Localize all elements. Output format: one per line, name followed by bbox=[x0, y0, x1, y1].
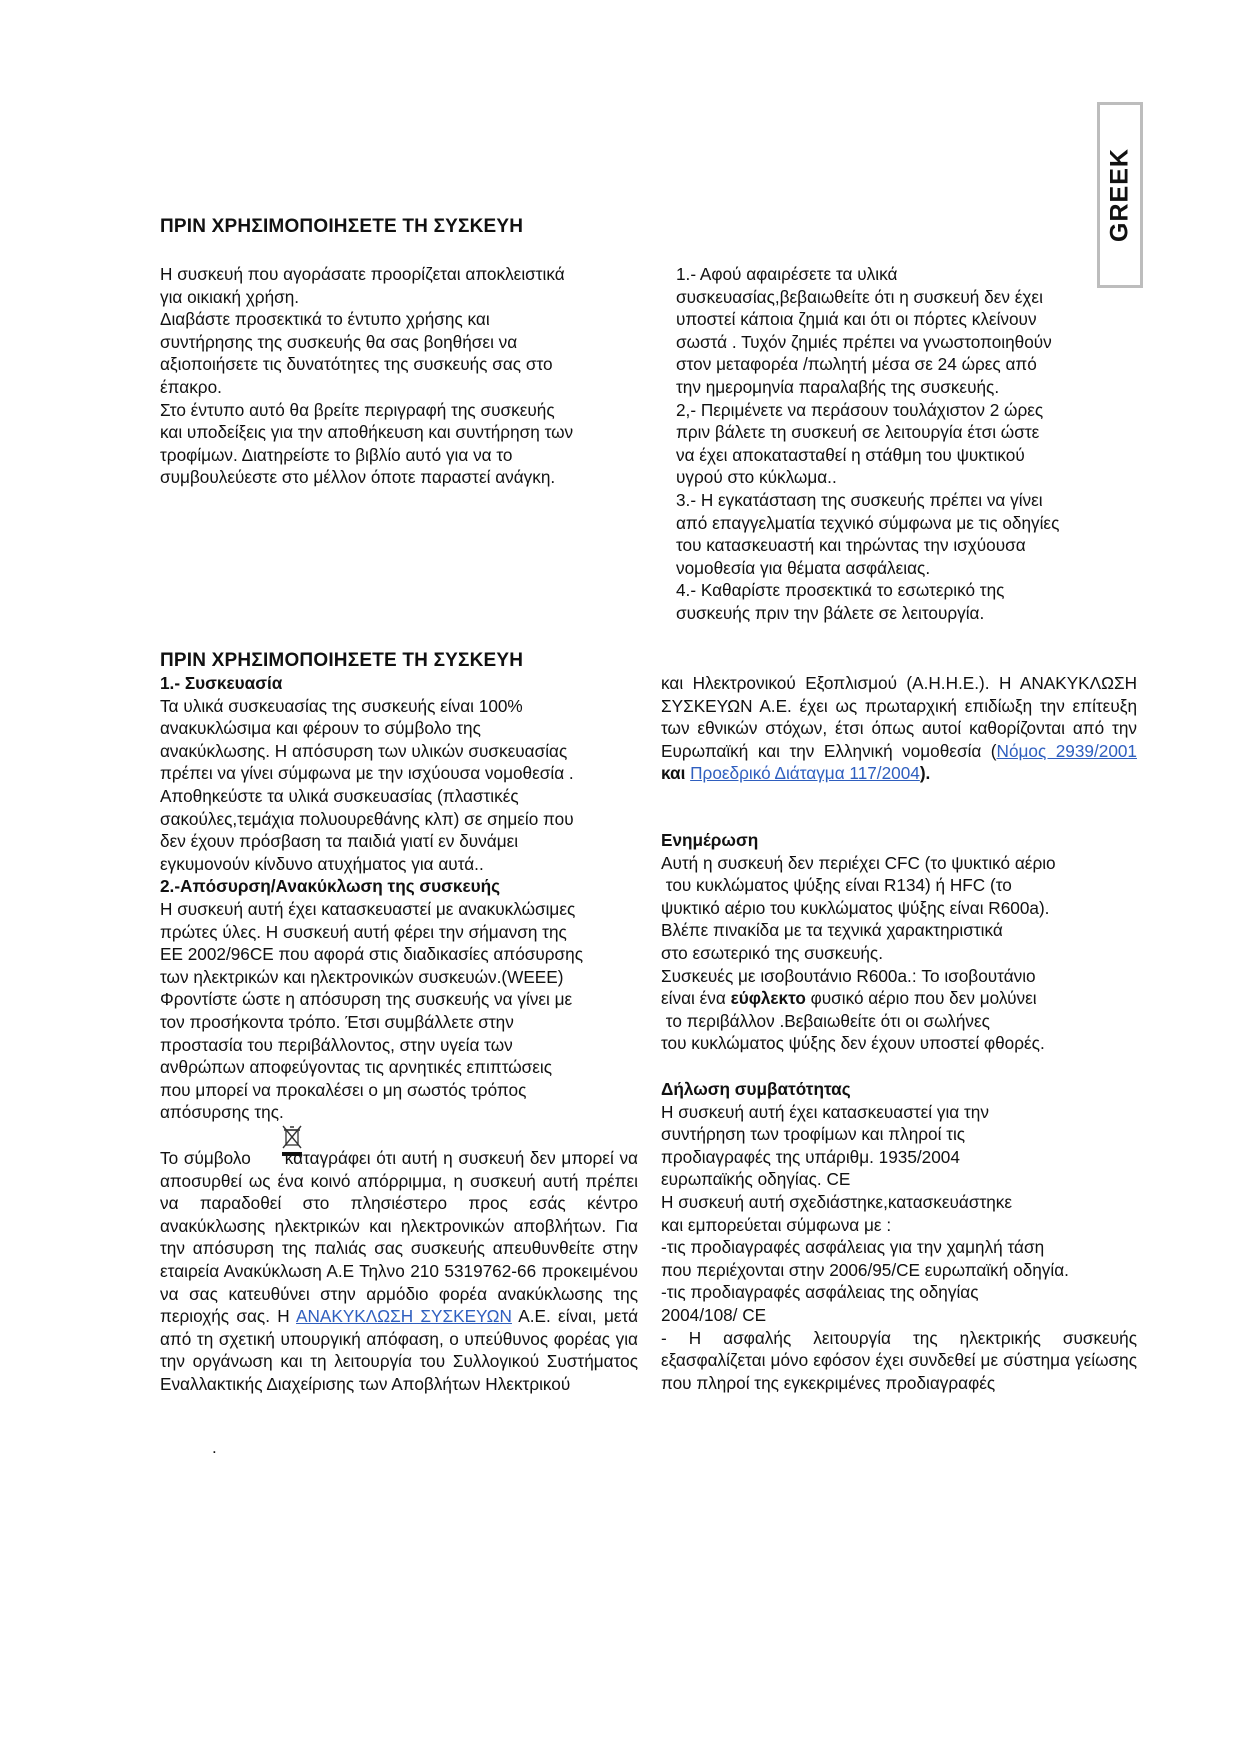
trailing-dot: . bbox=[212, 1438, 217, 1457]
text-line: του κυκλώματος ψύξης δεν έχουν υποστεί φθορές. bbox=[661, 1033, 1045, 1054]
text-line: Αποθηκεύστε τα υλικά συσκευασίας (πλαστικές bbox=[160, 785, 519, 806]
text-fragment: εύφλεκτο bbox=[730, 988, 806, 1009]
decree-link[interactable]: Προεδρικό Διάταγμα 117/2004 bbox=[690, 763, 920, 784]
weee-paragraph bbox=[160, 1147, 638, 1396]
text-line: συντήρηση των τροφίμων και πληροί τις bbox=[661, 1124, 966, 1145]
text-line: -τις προδιαγραφές ασφάλειας για την χαμηλή τάση bbox=[661, 1237, 1045, 1258]
text-line: από επαγγελματία τεχνικό σύμφωνα με τις οδηγίες bbox=[676, 512, 1060, 533]
text-line: συντήρησης της συσκευής θα σας βοηθήσει να bbox=[160, 331, 518, 352]
text-line: συσκευασίας,βεβαιωθείτε ότι η συσκευή δεν έχει bbox=[676, 286, 1043, 307]
text-line: να έχει αποκατασταθεί η στάθμη του ψυκτικού bbox=[676, 444, 1025, 465]
text-fragment: φυσικό αέριο που δεν μολύνει bbox=[805, 988, 1037, 1009]
text-line: προστασία του περιβάλλοντος, στην υγεία των bbox=[160, 1034, 513, 1055]
text-line: Η συσκευή αυτή έχει κατασκευαστεί για την bbox=[661, 1101, 989, 1122]
text-line: σακούλες,τεμάχια πολυουρεθάνης κλπ) σε σημείο που bbox=[160, 808, 574, 829]
recycling-company-link[interactable]: ΑΝΑΚΥΚΛΩΣΗ ΣΥΣΚΕΥΩΝ bbox=[296, 1306, 512, 1327]
text-line: δεν έχουν πρόσβαση τα παιδιά γιατί εν δυνάμει bbox=[160, 831, 519, 852]
language-tab-label: GREEK bbox=[1105, 148, 1134, 242]
text-line: πριν βάλετε τη συσκευή σε λειτουργία έτσι ώστε bbox=[676, 422, 1040, 443]
section1-left-text bbox=[160, 263, 660, 489]
text-line: συμβουλεύεστε στο μέλλον όποτε παραστεί ανάγκη. bbox=[160, 467, 556, 488]
text-line: έπακρο. bbox=[160, 376, 222, 397]
text-line: για οικιακή χρήση. bbox=[160, 286, 300, 307]
legislation-paragraph bbox=[661, 672, 1137, 785]
language-tab bbox=[1097, 102, 1143, 288]
text-line: Διαβάστε προσεκτικά το έντυπο χρήσης και bbox=[160, 309, 490, 330]
subheading-packaging: 1.- Συσκευασία bbox=[160, 673, 283, 693]
text-line: ευρωπαϊκής οδηγίας. CE bbox=[661, 1169, 851, 1190]
section2-title: ΠΡΙΝ ΧΡΗΣΙΜΟΠΟΙΗΣΕΤΕ ΤΗ ΣΥΣΚΕΥΗ bbox=[160, 650, 524, 671]
text-line: - Η ασφαλής λειτουργία της ηλεκτρικής συσκευής εξασφαλίζεται μόνο εφόσον έχει συνδεθεί με σύστημα γείωσης που πληροί της εγκεκριμένες προδιαγραφές bbox=[661, 1327, 1137, 1393]
text-fragment: και Ηλεκτρονικού Εξοπλισμού (Α.Η.Η.Ε.). Η ΑΝΑΚΥΚΛΩΣΗ ΣΥΣΚΕΥΩΝ Α.Ε. έχει ως πρωταρχική επιδίωξη την επίτευξη των εθνικών στόχων, έτσι όπως αυτοί καθορίζονται από την Ευρωπαϊκή και την Ελληνική νομοθεσία ( bbox=[661, 673, 1137, 761]
text-fragment: και bbox=[661, 763, 686, 784]
text-line: και εμπορεύεται σύμφωνα με : bbox=[661, 1214, 892, 1235]
text-fragment: ). bbox=[919, 763, 931, 784]
subheading-info: Ενημέρωση bbox=[661, 830, 759, 850]
section1-right-text bbox=[676, 263, 1146, 625]
declaration-section bbox=[661, 1078, 1137, 1394]
text-line: υποστεί κάποια ζημιά και ότι οι πόρτες κλείνουν bbox=[676, 309, 1037, 330]
text-line: 2,- Περιμένετε να περάσουν τουλάχιστον 2 ώρες bbox=[676, 399, 1044, 420]
text-line bbox=[661, 987, 1137, 1010]
subheading-recycling: 2.-Απόσυρση/Ανακύκλωση της συσκευής bbox=[160, 876, 501, 897]
text-line: αξιοποιήσετε τις δυνατότητες της συσκευής σας στο bbox=[160, 354, 553, 375]
text-line: Στο έντυπο αυτό θα βρείτε περιγραφή της συσκευής bbox=[160, 399, 555, 420]
text-line: συσκευής πριν την βάλετε σε λειτουργία. bbox=[676, 602, 985, 623]
info-section bbox=[661, 829, 1137, 1055]
text-line: Συσκευές με ισοβουτάνιο R600a.: Το ισοβουτάνιο bbox=[661, 965, 1036, 986]
text-line: που μπορεί να προκαλέσει ο μη σωστός τρόπος bbox=[160, 1079, 527, 1100]
text-line: Φροντίστε ώστε η απόσυρση της συσκευής να γίνει με bbox=[160, 989, 573, 1010]
section1-title: ΠΡΙΝ ΧΡΗΣΙΜΟΠΟΙΗΣΕΤΕ ΤΗ ΣΥΣΚΕΥΗ bbox=[160, 216, 524, 237]
text-line: 4.- Καθαρίστε προσεκτικά το εσωτερικό της bbox=[676, 580, 1005, 601]
text-line: του κυκλώματος ψύξης είναι R134) ή HFC (το bbox=[661, 875, 1012, 896]
text-line: ανακύκλωσης. Η απόσυρση των υλικών συσκευασίας bbox=[160, 740, 568, 761]
text-line: Η συσκευή που αγοράσατε προορίζεται αποκλειστικά bbox=[160, 264, 565, 284]
text-line: σωστά . Τυχόν ζημιές πρέπει να γνωστοποιηθούν bbox=[676, 331, 1052, 352]
text-line: τροφίμων. Διατηρείστε το βιβλίο αυτό για να το bbox=[160, 444, 513, 465]
text-line: Τα υλικά συσκευασίας της συσκευής είναι 100% bbox=[160, 695, 523, 716]
text-line: των ηλεκτρικών και ηλεκτρονικών συσκευών.(WEEE) bbox=[160, 966, 564, 987]
section2-left-text bbox=[160, 672, 650, 1124]
text-line: 2004/108/ CE bbox=[661, 1304, 767, 1325]
text-fragment: Το σύμβολο bbox=[160, 1148, 251, 1168]
text-line: -τις προδιαγραφές ασφάλειας της οδηγίας bbox=[661, 1282, 979, 1303]
text-line: τον προσήκοντα τρόπο. Έτσι συμβάλλετε στην bbox=[160, 1011, 514, 1032]
text-line: ψυκτικό αέριο του κυκλώματος ψύξης είναι R600a). bbox=[661, 897, 1050, 918]
text-line: Αυτή η συσκευή δεν περιέχει CFC (το ψυκτικό αέριο bbox=[661, 852, 1056, 873]
text-line: 1.- Αφού αφαιρέσετε τα υλικά bbox=[676, 264, 898, 284]
text-line: υγρού στο κύκλωμα.. bbox=[676, 467, 837, 488]
law-link[interactable]: Νόμος 2939/2001 bbox=[996, 740, 1137, 761]
text-line: ΕΕ 2002/96CE που αφορά στις διαδικασίες απόσυρσης bbox=[160, 944, 583, 965]
text-line: το περιβάλλον .Βεβαιωθείτε ότι οι σωλήνες bbox=[661, 1010, 990, 1031]
text-fragment: είναι ένα bbox=[661, 988, 731, 1009]
text-line: εγκυμονούν κίνδυνο ατυχήματος για αυτά.. bbox=[160, 853, 484, 874]
text-line: νομοθεσία για θέματα ασφάλειας. bbox=[676, 557, 931, 578]
text-line: του κατασκευαστή και τηρώντας την ισχύουσα bbox=[676, 535, 1026, 556]
text-line: 3.- Η εγκατάσταση της συσκευής πρέπει να γίνει bbox=[676, 489, 1043, 510]
text-line: στον μεταφορέα /πωλητή μέσα σε 24 ώρες από bbox=[676, 354, 1037, 375]
text-fragment: Α.Ε. είναι, μετά από τη σχετική υπουργική απόφαση, ο υπεύθυνος φορέας για την οργάνωση και τη λειτουργία του Συλλογικού Συστήματος Εναλλακτικής Διαχείρισης των Αποβλήτων Ηλεκτρικού bbox=[160, 1306, 639, 1394]
text-fragment: καταγράφει ότι αυτή η συσκευή δεν μπορεί να αποσυρθεί ως ένα κοινό απόρριμμα, η συσκευή αυτή πρέπει να παραδοθεί στο πλησιέστερο προς εσάς κέντρο ανακύκλωσης ηλεκτρικών και ηλεκτρονικών αποβλήτων. Για την απόσυρση της παλιάς σας συσκευής απευθυνθείτε στην εταιρεία Ανακύκλωση Α.Ε Τηλνο 210 5319762-66 προκειμένου να σας κατευθύνει στην αρμόδιο φορέα ανακύκλωσης της περιοχής σας. Η bbox=[160, 1148, 638, 1327]
text-line: απόσυρσης της. bbox=[160, 1102, 284, 1123]
text-line: πρέπει να γίνει σύμφωνα με την ισχύουσα νομοθεσία . bbox=[160, 763, 574, 784]
text-line: Βλέπε πινακίδα με τα τεχνικά χαρακτηριστικά bbox=[661, 920, 1003, 941]
text-line: Η συσκευή αυτή σχεδιάστηκε,κατασκευάστηκε bbox=[661, 1191, 1013, 1212]
text-line: πρώτες ύλες. Η συσκευή αυτή φέρει την σήμανση της bbox=[160, 921, 567, 942]
text-line: στο εσωτερικό της συσκευής. bbox=[661, 942, 883, 963]
text-line: προδιαγραφές της υπάριθμ. 1935/2004 bbox=[661, 1146, 960, 1167]
text-line: που περιέχονται στην 2006/95/CE ευρωπαϊκή οδηγία. bbox=[661, 1259, 1069, 1280]
text-line: ανακυκλώσιμα και φέρουν το σύμβολο της bbox=[160, 718, 481, 739]
text-line: την ημερομηνία παραλαβής της συσκευής. bbox=[676, 376, 1000, 397]
subheading-declaration: Δήλωση συμβατότητας bbox=[661, 1079, 851, 1099]
text-line: ανθρώπων αποφεύγοντας τις αρνητικές επιπτώσεις bbox=[160, 1057, 553, 1078]
text-line: και υποδείξεις για την αποθήκευση και συντήρηση των bbox=[160, 422, 574, 443]
text-line: Η συσκευή αυτή έχει κατασκευαστεί με ανακυκλώσιμες bbox=[160, 898, 576, 919]
